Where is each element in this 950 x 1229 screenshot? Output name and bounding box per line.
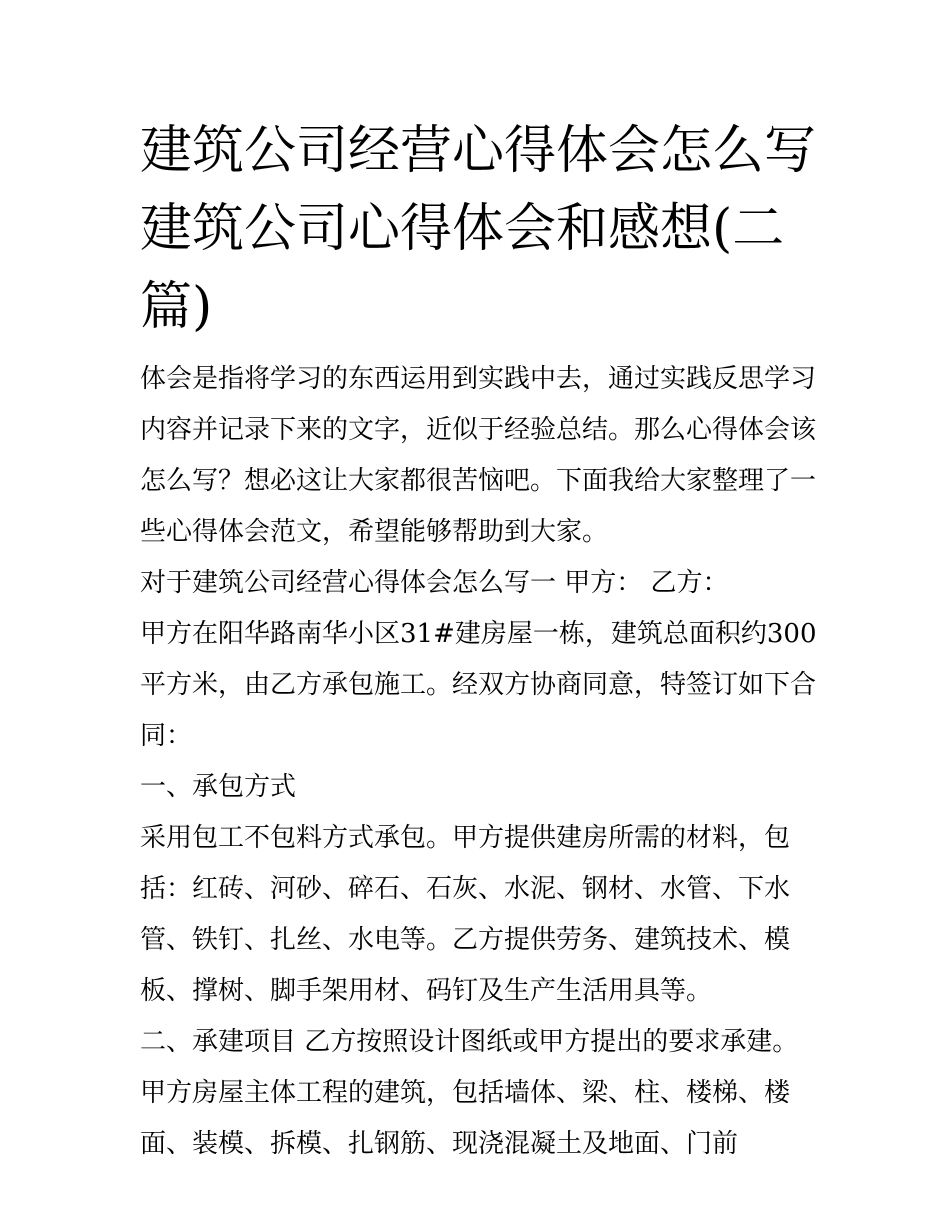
document-page bbox=[140, 112, 820, 1170]
clause-1-body: 采用包工不包料方式承包。甲方提供建房所需的材料，包括：红砖、河砂、碎石、石灰、水泥、钢材、水管、下水管、铁钉、扎丝、水电等。乙方提供劳务、建筑技术、模板、撑树、脚手架用材、码钉及生产生活用具等。 bbox=[140, 823, 791, 1006]
section-heading-paragraph: 对于建筑公司经营心得体会怎么写一 甲方： 乙方： bbox=[140, 568, 729, 598]
document-title: 建筑公司经营心得体会怎么写建筑公司心得体会和感想(二篇) bbox=[140, 121, 817, 337]
clause-2-body: 二、承建项目 乙方按照设计图纸或甲方提出的要求承建。甲方房屋主体工程的建筑，包括墙体、梁、柱、楼梯、楼面、装模、拆模、扎钢筋、现浇混凝土及地面、门前 bbox=[140, 1027, 799, 1159]
clause-1-heading: 一、承包方式 bbox=[140, 772, 297, 802]
intro-paragraph: 体会是指将学习的东西运用到实践中去，通过实践反思学习内容并记录下来的文字，近似于经验总结。那么心得体会该怎么写？想必这让大家都很苦恼吧。下面我给大家整理了一些心得体会范文，希望能够帮助到大家。 bbox=[140, 364, 817, 547]
contract-paragraph: 甲方在阳华路南华小区31#建房屋一栋，建筑总面积约300平方米，由乙方承包施工。经双方协商同意，特签订如下合同： bbox=[140, 619, 817, 751]
